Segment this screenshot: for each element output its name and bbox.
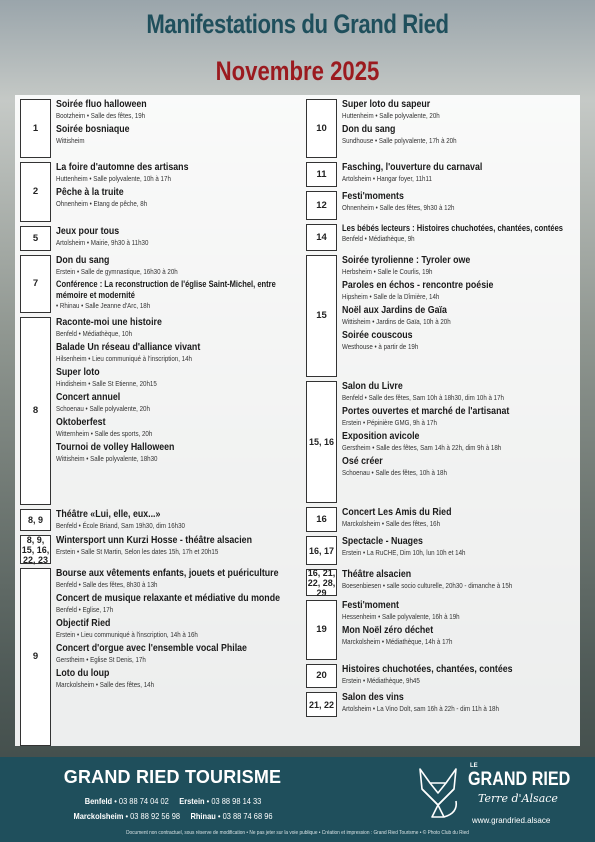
event-item: [342, 568, 576, 591]
logo-name: GRAND RIED: [468, 769, 571, 790]
event-title: Concert annuel: [56, 391, 121, 403]
day-group: [20, 508, 303, 532]
event-details: Erstein • Pépinière GMG, 9h à 17h: [342, 418, 437, 427]
event-list: [342, 223, 576, 246]
day-number: 15, 16: [306, 381, 337, 503]
event-details: Artolsheim • La Vino Dolt, sam 16h à 22h - dim 11h à 18h: [342, 704, 499, 713]
event-title: Don du sang: [56, 254, 110, 266]
day-number: 16, 21, 22, 28, 29: [307, 567, 336, 598]
day-group: [20, 534, 303, 565]
event-item: [342, 380, 576, 403]
event-list: [342, 691, 576, 716]
event-details: Wittisheim • Salle polyvalente, 18h30: [56, 454, 158, 463]
day-group: [306, 568, 576, 597]
event-title: Soirée fluo halloween: [56, 98, 147, 110]
event-details: Benfeld • Salle des fêtes, 8h30 à 13h: [56, 580, 158, 589]
event-details: Hilsenheim • Lieu communiqué à l'inscription, 14h: [56, 354, 192, 363]
event-title: Histoires chuchotées, chantées, contées: [342, 663, 513, 675]
contact-city: Erstein: [179, 796, 205, 806]
event-list: [342, 190, 576, 215]
website-link[interactable]: www.grandried.alsace: [472, 816, 551, 825]
event-title: Super loto du sapeur: [342, 98, 431, 110]
event-list: [342, 568, 576, 593]
event-item: [56, 592, 303, 615]
event-list: [56, 534, 303, 559]
event-title: Bourse aux vêtements enfants, jouets et puériculture: [56, 567, 279, 579]
event-item: [56, 441, 303, 464]
event-details: Schoenau • Salle des fêtes, 10h à 18h: [342, 468, 447, 477]
day-group: [306, 535, 576, 566]
day-group: [20, 316, 303, 506]
event-title: Tournoi de volley Halloween: [56, 441, 175, 453]
event-details: Ohnenheim • Etang de pêche, 8h: [56, 199, 148, 208]
event-title: Mon Noël zéro déchet: [342, 624, 434, 636]
event-title: Salon des vins: [342, 691, 404, 703]
event-list: [56, 98, 303, 148]
day-number: 12: [306, 191, 337, 220]
day-group: [306, 190, 576, 221]
event-details: Gerstheim • Salle des fêtes, Sam 14h à 22h, dim 9h à 18h: [342, 443, 502, 452]
contact-line: Benfeld • 03 88 74 04 02 Erstein • 03 88 98 14 33: [84, 796, 262, 806]
event-details: Artolsheim • Hangar foyer, 11h11: [342, 174, 432, 183]
event-list: [342, 506, 576, 531]
event-details: Erstein • Salle de gymnastique, 16h30 à 20h: [56, 267, 178, 276]
event-item: [56, 667, 303, 690]
event-details: Benfeld • Eglise, 17h: [56, 605, 114, 614]
event-details: Westhouse • à partir de 19h: [342, 342, 419, 351]
page-title: Manifestations du Grand Ried: [146, 9, 449, 39]
day-number: 8: [20, 317, 51, 505]
event-details: Marckolsheim • Salle des fêtes, 16h: [342, 519, 441, 528]
event-item: [56, 391, 303, 414]
event-item: [342, 254, 576, 277]
day-number: 16, 17: [306, 536, 337, 565]
day-group: [20, 225, 303, 252]
event-details: Erstein • La RuCHE, Dim 10h, lun 10h et 14h: [342, 548, 466, 557]
event-title: Oktoberfest: [56, 416, 106, 428]
event-title: Objectif Ried: [56, 617, 111, 629]
event-item: [342, 599, 576, 622]
event-item: [56, 567, 303, 590]
events-panel: [15, 95, 580, 746]
contact-phone[interactable]: 03 88 92 56 98: [130, 811, 181, 821]
event-list: [56, 508, 303, 533]
event-details: Ohnenheim • Salle des fêtes, 9h30 à 12h: [342, 203, 455, 212]
event-item: [342, 279, 576, 302]
event-title: Les bébés lecteurs : Histoires chuchotées, chantées, contées: [342, 223, 564, 233]
event-details: Benfeld • Salle des fêtes, Sam 10h à 18h30, dim 10h à 17h: [342, 393, 504, 402]
event-title: Noël aux Jardins de Gaïa: [342, 304, 447, 316]
event-item: [342, 535, 576, 558]
day-number: 7: [20, 255, 51, 313]
day-number: 1: [20, 99, 51, 158]
event-title: Concert Les Amis du Ried: [342, 506, 452, 518]
day-number: 11: [306, 162, 337, 187]
event-list: [342, 535, 576, 560]
page-subtitle: Novembre 2025: [215, 56, 380, 86]
day-group: [306, 663, 576, 689]
event-title: Wintersport unn Kurzi Hosse - théâtre alsacien: [56, 534, 252, 546]
event-title: Festi'moment: [342, 599, 399, 611]
event-details: Erstein • Médiathèque, 9h45: [342, 676, 420, 685]
day-number: 5: [20, 226, 51, 251]
day-number: 20: [306, 664, 337, 688]
contact-phone[interactable]: 03 88 98 14 33: [211, 796, 262, 806]
event-details: Hessenheim • Salle polyvalente, 16h à 19h: [342, 612, 460, 621]
event-title: Paroles en échos - rencontre poésie: [342, 279, 494, 291]
event-item: [56, 534, 303, 557]
event-title: Concert de musique relaxante et médiative du monde: [56, 592, 280, 604]
event-item: [342, 663, 576, 686]
event-list: [342, 380, 576, 480]
day-number: 8, 9, 15, 16, 22, 23: [21, 534, 50, 565]
event-list: [342, 161, 576, 186]
event-title: Jeux pour tous: [56, 225, 120, 237]
event-item: [56, 225, 303, 248]
event-item: [56, 316, 303, 339]
event-title: Pêche à la truite: [56, 186, 124, 198]
day-number: 9: [20, 568, 51, 746]
event-item: [56, 254, 303, 277]
event-title: Osé créer: [342, 455, 383, 467]
event-details: Artolsheim • Mairie, 9h30 à 11h30: [56, 238, 149, 247]
event-details: Schoenau • Salle polyvalente, 20h: [56, 404, 150, 413]
fox-icon: [412, 763, 464, 823]
event-details: Erstein • Lieu communiqué à l'inscription, 14h à 16h: [56, 630, 198, 639]
event-details: Huttenheim • Salle polyvalente, 20h: [342, 111, 440, 120]
day-group: [306, 161, 576, 188]
event-item: [56, 508, 303, 531]
day-number: 14: [306, 224, 337, 251]
day-number: 8, 9: [20, 509, 51, 531]
contact-phone[interactable]: 03 88 74 04 02: [118, 796, 169, 806]
event-item: [56, 186, 303, 209]
event-details: • Rhinau • Salle Jeanne d'Arc, 18h: [56, 301, 151, 310]
event-item: [342, 506, 576, 529]
event-details: Boesenbiesen • salle socio culturelle, 20h30 - dimanche à 15h: [342, 581, 513, 590]
event-list: [342, 98, 576, 148]
event-item: [56, 642, 303, 665]
event-item: [56, 98, 303, 121]
event-title: Loto du loup: [56, 667, 110, 679]
day-group: [306, 98, 576, 159]
event-list: [342, 254, 576, 354]
event-title: Théâtre «Lui, elle, eux...»: [56, 508, 161, 520]
event-item: [342, 123, 576, 146]
event-item: [56, 366, 303, 389]
event-details: Bootzheim • Salle des fêtes, 19h: [56, 111, 146, 120]
event-list: [56, 161, 303, 211]
footer: [0, 757, 595, 842]
event-details: Benfeld • École Briand, Sam 19h30, dim 16h30: [56, 521, 185, 530]
event-title: Spectacle - Nuages: [342, 535, 423, 547]
day-group: [306, 223, 576, 252]
event-title: Conférence : La reconstruction de l'église Saint-Michel, entre mémoire et modernité: [56, 279, 276, 300]
event-list: [342, 663, 576, 688]
event-item: [342, 624, 576, 647]
day-number: 15: [306, 255, 337, 377]
day-number: 2: [20, 162, 51, 222]
day-group: [306, 254, 576, 378]
event-details: Witternheim • Salle des sports, 20h: [56, 429, 153, 438]
event-details: Sundhouse • Salle polyvalente, 17h à 20h: [342, 136, 457, 145]
event-details: Hipsheim • Salle de la Dîmière, 14h: [342, 292, 440, 301]
disclaimer: Document non contractuel, sous réserve de modification • Ne pas jeter sur la voie publique • Création et impression : Grand Ried Tourisme • © Photo Club du Ried: [126, 830, 469, 836]
day-group: [306, 599, 576, 661]
event-item: [56, 161, 303, 184]
event-title: Portes ouvertes et marché de l'artisanat: [342, 405, 510, 417]
contact-phone[interactable]: 03 88 74 68 96: [222, 811, 273, 821]
day-group: [306, 506, 576, 533]
day-number: 10: [306, 99, 337, 158]
day-group: [20, 161, 303, 223]
event-title: La foire d'automne des artisans: [56, 161, 189, 173]
day-group: [306, 691, 576, 718]
day-group: [20, 98, 303, 159]
event-details: Benfeld • Médiathèque, 10h: [56, 329, 133, 338]
page-header: [0, 0, 595, 92]
event-item: [342, 98, 576, 121]
event-item: [342, 329, 576, 352]
event-title: Festi'moments: [342, 190, 404, 202]
event-details: Herbsheim • Salle le Courlis, 19h: [342, 267, 433, 276]
event-title: Soirée couscous: [342, 329, 413, 341]
event-title: Super loto: [56, 366, 100, 378]
event-item: [342, 190, 576, 213]
event-item: [56, 617, 303, 640]
event-list: [56, 567, 303, 692]
event-item: [56, 416, 303, 439]
event-list: [56, 225, 303, 250]
day-number: 19: [306, 600, 337, 660]
event-item: [56, 123, 303, 146]
logo-prefix: LE: [470, 763, 478, 769]
footer-brand: GRAND RIED TOURISME: [63, 767, 282, 787]
event-details: Benfeld • Médiathèque, 9h: [342, 234, 415, 243]
event-list: [56, 316, 303, 466]
event-details: Marckolsheim • Salle des fêtes, 14h: [56, 680, 155, 689]
day-group: [20, 254, 303, 314]
event-details: Gerstheim • Eglise St Denis, 17h: [56, 655, 146, 664]
event-title: Raconte-moi une histoire: [56, 316, 162, 328]
event-title: Fasching, l'ouverture du carnaval: [342, 161, 483, 173]
event-title: Exposition avicole: [342, 430, 420, 442]
contact-city: Benfeld: [84, 796, 113, 806]
event-item: [342, 691, 576, 714]
day-group: [20, 567, 303, 747]
event-item: [56, 341, 303, 364]
event-item: [342, 455, 576, 478]
event-item: [56, 279, 303, 311]
event-details: Wittisheim: [56, 136, 85, 145]
event-details: Marckolsheim • Médiathèque, 14h à 17h: [342, 637, 453, 646]
event-details: Huttenheim • Salle polyvalente, 10h à 17h: [56, 174, 171, 183]
logo-tagline: Terre d'Alsace: [478, 792, 558, 805]
event-list: [56, 254, 303, 313]
event-details: Hindisheim • Salle St Etienne, 20h15: [56, 379, 157, 388]
event-title: Soirée tyrolienne : Tyroler owe: [342, 254, 471, 266]
grand-ried-logo: [412, 761, 572, 823]
event-item: [342, 223, 576, 244]
event-title: Don du sang: [342, 123, 396, 135]
contact-city: Rhinau: [190, 811, 216, 821]
contact-city: Marckolsheim: [73, 811, 124, 821]
event-item: [342, 430, 576, 453]
footer-contacts: [28, 794, 318, 824]
event-title: Concert d'orgue avec l'ensemble vocal Philae: [56, 642, 247, 654]
event-title: Soirée bosniaque: [56, 123, 130, 135]
day-number: 16: [306, 507, 337, 532]
event-item: [342, 304, 576, 327]
event-item: [342, 161, 576, 184]
event-item: [342, 405, 576, 428]
event-title: Balade Un réseau d'alliance vivant: [56, 341, 201, 353]
day-number: 21, 22: [306, 692, 337, 717]
contact-line: Marckolsheim • 03 88 92 56 98 Rhinau • 03 88 74 68 96: [73, 811, 273, 821]
event-title: Salon du Livre: [342, 380, 403, 392]
event-details: Wittisheim • Jardins de Gaïa, 10h à 20h: [342, 317, 451, 326]
event-list: [342, 599, 576, 649]
event-title: Théâtre alsacien: [342, 568, 412, 580]
day-group: [306, 380, 576, 504]
event-details: Erstein • Salle St Martin, Selon les dates 15h, 17h et 20h15: [56, 547, 219, 556]
